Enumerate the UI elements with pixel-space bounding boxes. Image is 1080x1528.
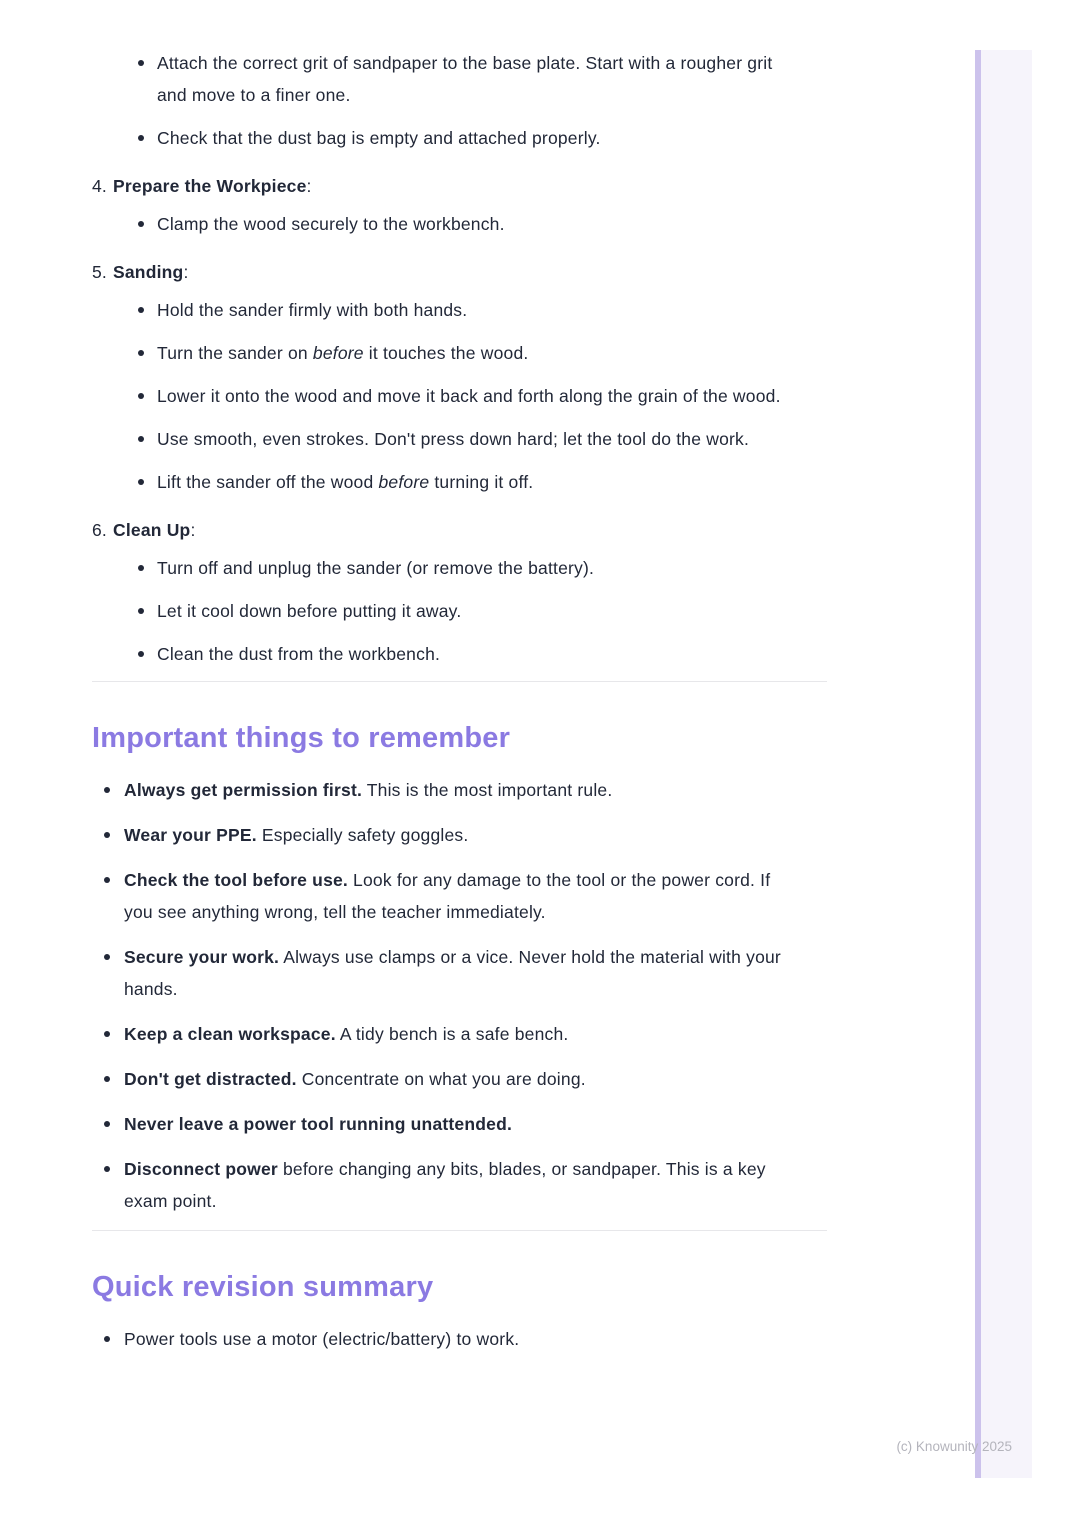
list-item [92,864,794,928]
bold-text: Wear your PPE. [124,825,257,845]
step-title: Clean Up [113,520,191,540]
text: Lift the sander off the wood [157,472,379,492]
text: Attach the correct grit of sandpaper to the base plate. Start with a rougher grit and move to a finer one. [157,53,773,105]
text: This is the most important rule. [362,780,613,800]
numbered-step [92,256,827,498]
section-divider [92,681,827,682]
text: Look for any damage to the tool or the power cord. If you see anything wrong, tell the teacher immediately. [124,870,771,922]
step-number: 4. [92,176,107,196]
text: it touches the wood. [363,343,529,363]
bold-text: Never leave a power tool running unattended. [124,1114,513,1134]
important-bullet-list [92,774,827,1217]
page-right-border [975,50,1032,1478]
list-item [92,941,794,1005]
text: Lower it onto the wood and move it back and forth along the grain of the wood. [157,386,781,406]
list-item [92,1108,794,1140]
bold-text: Secure your work. [124,947,280,967]
step-title-colon: : [190,520,196,540]
italic-text: before [378,472,430,492]
list-item [92,552,797,584]
text: Turn off and unplug the sander (or remove the battery). [157,558,595,578]
text: Clamp the wood securely to the workbench. [157,214,505,234]
step-title: Sanding [113,262,184,282]
list-item [92,380,797,412]
text: Always use clamps or a vice. Never hold the material with your hands. [124,947,781,999]
numbered-step-sections [92,170,827,670]
step-number: 6. [92,520,107,540]
intro-bullet-list [92,47,827,154]
text: Turn the sander on [157,343,313,363]
section-heading-summary: Quick revision summary [92,1271,434,1303]
section-divider [92,1230,827,1231]
list-item [92,122,797,154]
numbered-step [92,514,827,670]
step-title-colon: : [183,262,189,282]
summary-bullet-list [92,1323,827,1355]
list-item [92,819,794,851]
text: Use smooth, even strokes. Don't press down hard; let the tool do the work. [157,429,750,449]
list-item [92,294,797,326]
numbered-step [92,170,827,240]
numbered-step-header [92,514,827,546]
step-number: 5. [92,262,107,282]
list-item [92,1018,794,1050]
copyright-watermark: (c) Knowunity 2025 [896,1439,1012,1454]
list-item [92,337,797,369]
list-item [92,1063,794,1095]
list-item [92,208,797,240]
bold-text: Disconnect power [124,1159,278,1179]
step-bullet-list [92,294,827,498]
list-item [92,1323,794,1355]
bold-text: Keep a clean workspace. [124,1024,336,1044]
step-bullet-list [92,208,827,240]
text: Concentrate on what you are doing. [296,1069,586,1089]
list-item [92,466,797,498]
list-item [92,47,797,111]
step-bullet-list [92,552,827,670]
list-item [92,638,797,670]
text: turning it off. [429,472,534,492]
section-heading-important: Important things to remember [92,722,511,754]
italic-text: before [312,343,364,363]
text: Let it cool down before putting it away. [157,601,462,621]
text: before changing any bits, blades, or sandpaper. This is a key exam point. [124,1159,766,1211]
bold-text: Always get permission first. [124,780,363,800]
step-title-colon: : [306,176,312,196]
text: Clean the dust from the workbench. [157,644,441,664]
text: A tidy bench is a safe bench. [335,1024,569,1044]
numbered-step-header [92,170,827,202]
numbered-step-header [92,256,827,288]
text: Hold the sander firmly with both hands. [157,300,468,320]
list-item [92,595,797,627]
step-title: Prepare the Workpiece [113,176,307,196]
document-content [92,47,827,1368]
bold-text: Don't get distracted. [124,1069,297,1089]
bold-text: Check the tool before use. [124,870,348,890]
list-item [92,1153,794,1217]
text: Especially safety goggles. [256,825,469,845]
list-item [92,774,794,806]
list-item [92,423,797,455]
text: Check that the dust bag is empty and attached properly. [157,128,601,148]
text: Power tools use a motor (electric/battery) to work. [124,1329,520,1349]
